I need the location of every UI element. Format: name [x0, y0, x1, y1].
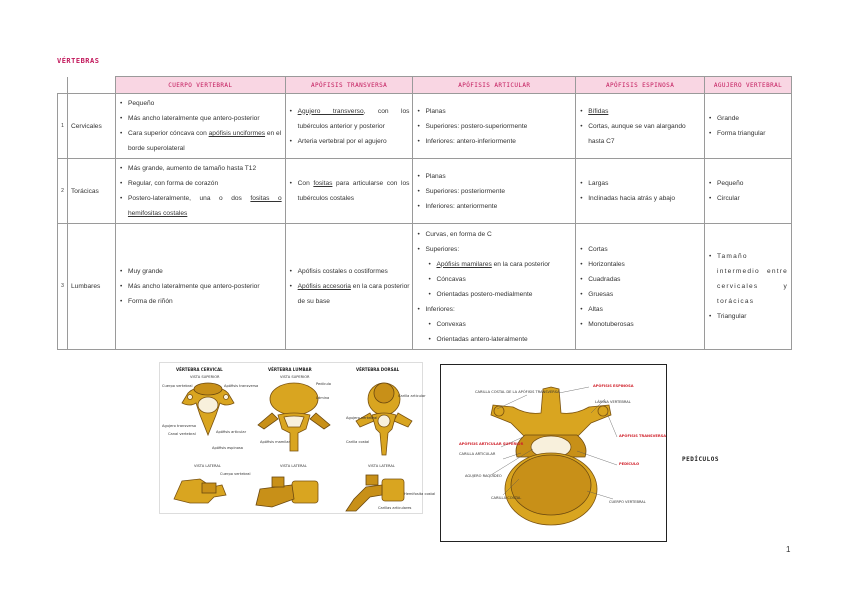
- figure-label: CARILLA COSTAL DE LA APÓFISIS TRANSVERSA: [475, 390, 560, 394]
- view-label: VISTA LATERAL: [368, 464, 395, 468]
- list-item: [119, 126, 282, 156]
- table-header-row: [58, 77, 792, 94]
- figure-label: Carilla articular: [398, 394, 426, 398]
- table-row: [58, 94, 792, 159]
- list-item: • Inferiores: anteriormente: [416, 199, 572, 214]
- header-empty: [67, 77, 115, 94]
- list-item: • Curvas, en forma de C: [416, 227, 572, 242]
- side-label: PEDÍCULOS: [682, 456, 720, 463]
- list-item: • Superiores:: [416, 242, 572, 257]
- list-item: • Muy grande: [119, 264, 282, 279]
- text: Con: [297, 180, 310, 187]
- figure-label: CUERPO VERTEBRAL: [609, 500, 646, 504]
- header-agujero: AGUJERO VERTEBRAL: [705, 77, 792, 94]
- cell-agujero: [705, 94, 792, 159]
- list-item: • Grande: [708, 111, 788, 126]
- list-item: • Regular, con forma de corazón: [119, 176, 282, 191]
- list-item: • Horizontales: [579, 257, 701, 272]
- list-item: [289, 279, 410, 309]
- text: Postero-lateralmente, una o dos: [127, 195, 242, 202]
- cell-transversa: [285, 224, 413, 350]
- cell-articular: [413, 224, 576, 350]
- cell-agujero: [705, 224, 792, 350]
- figure-label: AGUJERO RAQUÍDEO: [465, 474, 502, 478]
- figure-label: APÓFISIS ESPINOSA: [593, 384, 634, 388]
- list-item: • Superiores: posteriormente: [416, 184, 572, 199]
- row-number: 3: [58, 224, 68, 350]
- list-item: • Tamaño intermedio entre cervicales y torácicas: [708, 249, 788, 309]
- list-item: [416, 257, 572, 272]
- header-transversa: APÓFISIS TRANSVERSA: [285, 77, 413, 94]
- cell-cuerpo: [115, 159, 285, 224]
- figure-label: Agujero transverso: [162, 424, 197, 428]
- list-item: • Cóncavas: [416, 272, 572, 287]
- list-item: • Inferiores:: [416, 302, 572, 317]
- list-item: • Superiores: postero-superiormente: [416, 119, 572, 134]
- list-item: • Inclinadas hacia atrás y abajo: [579, 191, 701, 206]
- list-item: • Forma de riñón: [119, 294, 282, 309]
- col-title-dorsal: VÉRTEBRA DORSAL: [356, 367, 400, 372]
- row-number: 1: [58, 94, 68, 159]
- list-item: • Altas: [579, 302, 701, 317]
- figure-label: Agujero vertebral: [346, 416, 378, 420]
- list-item: • Triangular: [708, 309, 788, 324]
- figure-label: Cuerpo vertebral: [162, 384, 193, 388]
- cell-agujero: [705, 159, 792, 224]
- figure-label: Hemifosita costal: [404, 492, 436, 496]
- list-item: • Orientadas postero-medialmente: [416, 287, 572, 302]
- term: apófisis unciformes: [208, 130, 266, 137]
- cell-espinosa: [576, 159, 705, 224]
- list-item: • Planas: [416, 104, 572, 119]
- row-name: Lumbares: [67, 224, 115, 350]
- vertebrae-comparison-figure: [159, 362, 436, 514]
- list-item: • Más grande, aumento de tamaño hasta T12: [119, 161, 282, 176]
- figure-label: Apófisis transversa: [224, 384, 259, 388]
- term: Apófisis accesoria: [297, 283, 351, 290]
- cell-transversa: [285, 94, 413, 159]
- lumbar-lateral-view: [256, 477, 318, 507]
- list-item: [119, 191, 282, 221]
- term: fositas o hemifositas costales: [127, 195, 282, 217]
- figure-label: Apófisis espinosa: [212, 446, 244, 450]
- list-item: • Arteria vertebral por el agujero: [289, 134, 410, 149]
- view-label: VISTA LATERAL: [280, 464, 307, 468]
- cervical-lateral-view: [174, 479, 226, 503]
- cell-espinosa: [576, 94, 705, 159]
- header-empty: [58, 77, 68, 94]
- list-item: • Monotuberosas: [579, 317, 701, 332]
- term: fositas: [313, 180, 333, 187]
- row-name: Cervicales: [67, 94, 115, 159]
- figure-label: Cuerpo vertebral: [220, 472, 251, 476]
- table-row: [58, 224, 792, 350]
- list-item: • Más ancho lateralmente que antero-posterior: [119, 279, 282, 294]
- list-item: • Gruesas: [579, 287, 701, 302]
- list-item: • Planas: [416, 169, 572, 184]
- text: Cara superior cóncava con: [127, 130, 207, 137]
- figure-label: APÓFISIS TRANSVERSA: [619, 434, 666, 438]
- figure-label: CARILLA ARTICULAR: [459, 452, 496, 456]
- header-articular: APÓFISIS ARTICULAR: [413, 77, 576, 94]
- cell-articular: [413, 159, 576, 224]
- figure-label: Carillas articulares: [378, 506, 412, 510]
- cell-cuerpo: [115, 224, 285, 350]
- cell-transversa: [285, 159, 413, 224]
- term: Agujero transverso: [297, 107, 364, 115]
- text: , con los tubérculos anterior y posterior: [297, 107, 410, 130]
- text: en la cara posterior de su base: [297, 283, 410, 305]
- figure-label: Pedículo: [316, 382, 331, 386]
- page-number: 1: [786, 545, 791, 554]
- row-name: Torácicas: [67, 159, 115, 224]
- cell-articular: [413, 94, 576, 159]
- list-item: • Convexas: [416, 317, 572, 332]
- table-row: [58, 159, 792, 224]
- list-item: • Más ancho lateralmente que antero-posterior: [119, 111, 282, 126]
- figure-label: Canal vertebral: [168, 432, 196, 436]
- list-item: • Forma triangular: [708, 126, 788, 141]
- view-label: VISTA SUPERIOR: [190, 375, 220, 379]
- page-title: VÉRTEBRAS: [57, 57, 100, 65]
- row-number: 2: [58, 159, 68, 224]
- view-label: VISTA SUPERIOR: [280, 375, 310, 379]
- list-item: • Bífidas: [579, 104, 701, 119]
- text: en el borde superolateral: [127, 130, 282, 152]
- thoracic-vertebra-drawing: [491, 387, 611, 525]
- vertebrae-illustration: [160, 363, 436, 515]
- list-item: • Pequeño: [708, 176, 788, 191]
- list-item: [289, 176, 410, 206]
- vertebrae-table: [57, 76, 792, 350]
- list-item: • Apófisis costales o costiformes: [289, 264, 410, 279]
- figure-label: CARILLA COSTAL: [491, 496, 522, 500]
- figure-label: APÓFISIS ARTICULAR SUPERIOR: [459, 442, 524, 446]
- list-item: • Cuadradas: [579, 272, 701, 287]
- col-title-lumbar: VÉRTEBRA LUMBAR: [268, 367, 312, 372]
- list-item: • Orientadas antero-lateralmente: [416, 332, 572, 347]
- thoracic-vertebra-figure: [440, 364, 667, 542]
- header-espinosa: APÓFISIS ESPINOSA: [576, 77, 705, 94]
- header-cuerpo: CUERPO VERTEBRAL: [115, 77, 285, 94]
- figure-label: LÁMINA VERTEBRAL: [595, 400, 631, 404]
- figure-label: PEDÍCULO: [619, 462, 640, 466]
- cell-espinosa: [576, 224, 705, 350]
- list-item: • Circular: [708, 191, 788, 206]
- list-item: • Cortas: [579, 242, 701, 257]
- list-item: • Largas: [579, 176, 701, 191]
- cell-cuerpo: [115, 94, 285, 159]
- view-label: VISTA LATERAL: [194, 464, 221, 468]
- figure-label: Carilla costal: [346, 440, 370, 444]
- figure-label: Apófisis articular: [216, 430, 247, 434]
- col-title-cervical: VÉRTEBRA CERVICAL: [176, 367, 223, 372]
- term: Apófisis mamilares: [436, 260, 492, 268]
- text: para articularse con los tubérculos costales: [297, 180, 410, 202]
- list-item: • Pequeño: [119, 96, 282, 111]
- list-item: [289, 104, 410, 134]
- thoracic-vertebra-illustration: [441, 365, 668, 543]
- text: en la cara posterior: [493, 260, 551, 268]
- list-item: • Inferiores: antero-inferiormente: [416, 134, 572, 149]
- list-item: • Cortas, aunque se van alargando hasta C7: [579, 119, 701, 149]
- figure-label: Lámina: [316, 396, 330, 400]
- figure-label: Apófisis mamilar: [260, 440, 290, 444]
